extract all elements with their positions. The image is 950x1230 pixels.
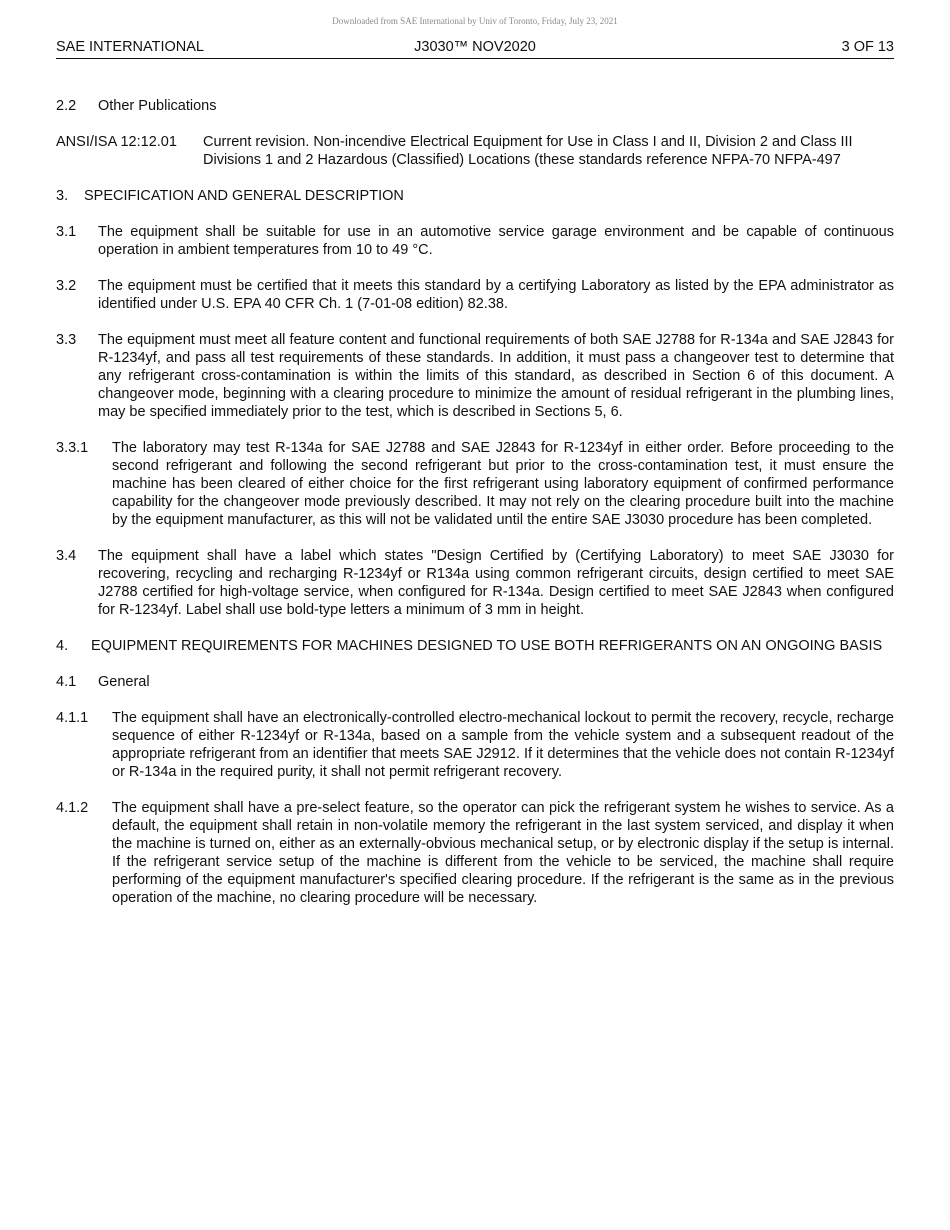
section-text: The equipment shall have a pre-select feature, so the operator can pick the refrigerant system he wishes to service. As a default, the equipment shall retain in non-volatile memory the refrigerant in the last system serviced, and display it when the machine is turned on, either as an externally-obvious mechanical setup, or by electronic display if the setup is internal. If the refrigerant service setup of the machine is different from the vehicle to be serviced, the machine shall require performing of the equipment manufacturer's specified clearing procedure. If the refrigerant is the same as in the previous operation of the machine, no clearing procedure will be necessary. bbox=[112, 800, 894, 906]
section-heading: EQUIPMENT REQUIREMENTS FOR MACHINES DESIGNED TO USE BOTH REFRIGERANTS ON AN ONGOING BASIS bbox=[91, 638, 883, 654]
section-number: 3.1 bbox=[56, 224, 77, 240]
section-number: 4.1.1 bbox=[56, 710, 89, 726]
section-3-4 bbox=[56, 547, 894, 619]
section-heading: Other Publications bbox=[98, 98, 217, 114]
section-number: 2.2 bbox=[56, 98, 77, 114]
section-4-1-2 bbox=[56, 799, 894, 907]
section-3 bbox=[56, 187, 894, 205]
section-number: 3.3 bbox=[56, 332, 77, 348]
section-3-1 bbox=[56, 223, 894, 259]
section-text: The equipment shall have a label which states "Design Certified by (Certifying Laboratory) to meet SAE J3030 for recovering, recycling and recharging R-1234yf or R134a using common refrigerant circuits, design certified to meet SAE J2788 certified for high-voltage service, when configured for R-134a. Design certified to meet SAE J2843 when configured for R-1234yf. Label shall use bold-type letters a minimum of 3 mm in height. bbox=[98, 548, 894, 618]
section-text: The equipment shall have an electronically-controlled electro-mechanical lockout to permit the recovery, recycle, recharge sequence of either R-1234yf or R-134a, based on a sample from the vehicle system and a subsequent readout of the appropriate refrigerant from an identifier that meets SAE J2912. If it determines that the vehicle does not contain R-1234yf or R-134a in the required purity, it shall not permit refrigerant recovery. bbox=[112, 710, 894, 780]
section-4-1 bbox=[56, 673, 894, 691]
page-header bbox=[56, 38, 894, 59]
section-text: The laboratory may test R-134a for SAE J2788 and SAE J2843 for R-1234yf in either order. Before proceeding to the second refrigerant and following the second refrigerant but prior to the cross-contamination test, it must ensure the machine has been cleared of either choice for the first refrigerant using laboratory equipment of confirmed performance capability for the changeover mode previously described. It may not rely on the clearing procedure built into the machine by the equipment manufacturer, as this will not be validated until the entire SAE J3030 procedure has been completed. bbox=[112, 440, 894, 528]
reference-id: ANSI/ISA 12:12.01 bbox=[56, 134, 177, 150]
section-number: 4. bbox=[56, 638, 69, 654]
section-4-1-1 bbox=[56, 709, 894, 781]
download-watermark: Downloaded from SAE International by Univ of Toronto, Friday, July 23, 2021 bbox=[332, 16, 618, 26]
section-number: 3.3.1 bbox=[56, 440, 89, 456]
section-4 bbox=[56, 637, 894, 655]
header-page-number: 3 OF 13 bbox=[841, 39, 894, 55]
section-text: The equipment must meet all feature content and functional requirements of both SAE J2788 for R-134a and SAE J2843 for R-1234yf, and pass all test requirements of these standards. In addition, it must pass a changeover test to determine that any refrigerant cross-contamination is within the limits of this standard, as described in Section 6 of this document. A changeover mode, beginning with a clearing procedure to minimize the amount of residual refrigerant in the plumbing lines, may be specified immediately prior to the test, which is described in Sections 5, 6. bbox=[98, 332, 894, 420]
reference-text: Current revision. Non-incendive Electrical Equipment for Use in Class I and II, Division 2 and Class III Divisions 1 and 2 Hazardous (Classified) Locations (these standards reference NFPA-70 NFPA-497 bbox=[203, 134, 853, 168]
section-2-2 bbox=[56, 97, 894, 115]
section-3-3-1 bbox=[56, 439, 894, 529]
header-org: SAE INTERNATIONAL bbox=[56, 39, 204, 55]
section-number: 4.1.2 bbox=[56, 800, 89, 816]
section-text: The equipment must be certified that it meets this standard by a certifying Laboratory as listed by the EPA administrator as identified under U.S. EPA 40 CFR Ch. 1 (7-01-08 edition) 82.38. bbox=[98, 278, 894, 312]
section-3-2 bbox=[56, 277, 894, 313]
section-number: 3. bbox=[56, 188, 69, 204]
section-number: 3.2 bbox=[56, 278, 77, 294]
section-text: The equipment shall be suitable for use in an automotive service garage environment and be capable of continuous operation in ambient temperatures from 10 to 49 °C. bbox=[98, 224, 894, 258]
section-number: 3.4 bbox=[56, 548, 77, 564]
section-3-3 bbox=[56, 331, 894, 421]
document-body bbox=[56, 97, 894, 925]
reference-ansi-isa bbox=[56, 133, 894, 169]
section-heading: SPECIFICATION AND GENERAL DESCRIPTION bbox=[84, 188, 404, 204]
section-heading: General bbox=[98, 674, 150, 690]
section-number: 4.1 bbox=[56, 674, 77, 690]
header-doc-id: J3030™ NOV2020 bbox=[414, 39, 536, 55]
